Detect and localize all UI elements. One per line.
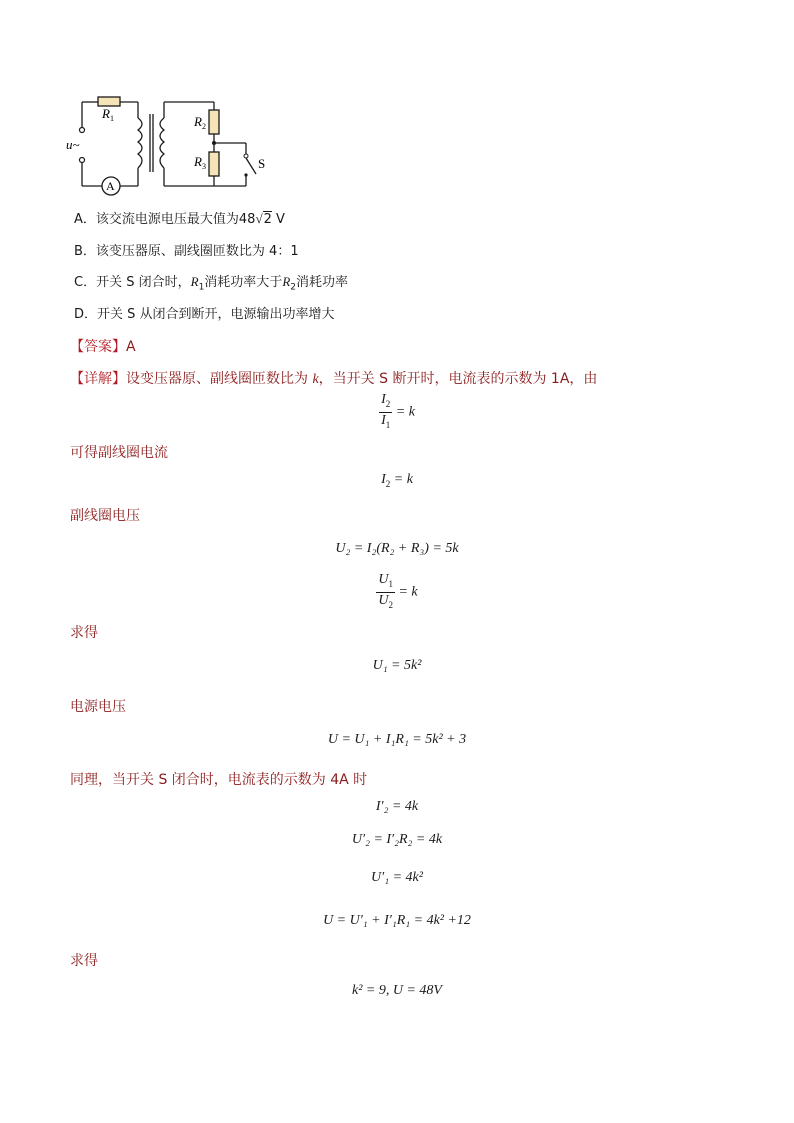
answer-tag: 【答案】 [70,339,126,355]
equation-10: U = U′₁ + I′₁R₁ = 4k² +12 [323,913,471,928]
source-label: u~ [66,137,80,152]
text-source-voltage: 电源电压 [70,699,126,715]
equation-9: U′₁ = 4k² [371,870,423,885]
switch-label: S [258,156,266,171]
circuit-diagram [66,88,286,198]
text-obtain-2: 求得 [70,953,98,969]
option-d: D．开关 S 从闭合到断开，电源输出功率增大 [74,307,335,322]
answer-line [70,336,136,356]
detail-tag: 【详解】 [70,371,126,387]
equation-6: U = U₁ + I₁R₁ = 5k² + 3 [327,732,467,747]
equation-5: U₁ = 5k² [372,658,422,673]
equation-3: U₂ = I₂(R₂ + R₃) = 5k [335,541,459,556]
r2-label: $R_2$ [194,114,206,131]
equation-8: U′₂ = I′₂R₂ = 4k [351,832,443,847]
equation-1: $\frac{I_2}{I_1}$ = k [381,392,415,430]
ammeter-label: A [106,179,115,193]
answer-value: A [126,339,136,355]
equation-7: I′₂ = 4k [375,799,419,814]
text-obtain-1: 求得 [70,625,98,641]
option-b: B．该变压器原、副线圈匝数比为 4：1 [74,244,299,259]
option-c: C．开关 S 闭合时，$R_1$消耗功率大于$R_2$消耗功率 [74,274,349,293]
detail-line: 【详解】设变压器原、副线圈匝数比为 k，当开关 S 断开时，电流表的示数为 1A，由 [70,371,598,387]
text-sub-voltage: 副线圈电压 [70,508,140,524]
text-closed-case: 同理，当开关 S 闭合时，电流表的示数为 4A 时 [70,772,368,788]
text-sub-current: 可得副线圈电流 [70,445,168,461]
equation-4: $\frac{U_1}{U_2}$ = k [378,572,418,610]
r1-label: $R_1$ [102,106,114,123]
equation-11: k² = 9, U = 48V [352,983,442,998]
equation-2: $I_2 = k$ [381,472,413,489]
r3-label: $R_3$ [194,154,206,171]
option-a: A．该交流电源电压最大值为48√2 V [74,211,285,227]
